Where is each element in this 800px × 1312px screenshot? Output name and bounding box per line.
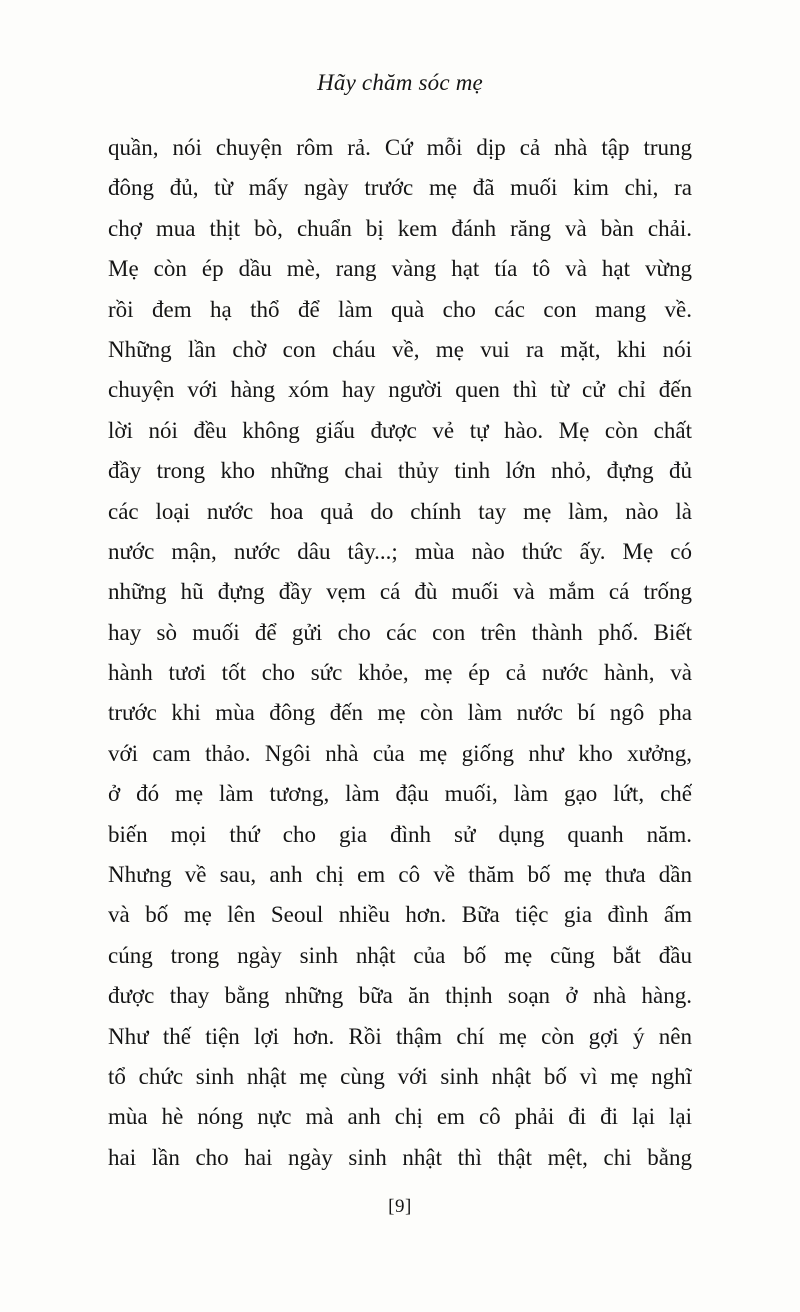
text-line: đầy trong kho những chai thủy tinh lớn nhỏ, đựng đủ — [108, 458, 692, 484]
text-line: rồi đem hạ thổ để làm quà cho các con mang về. — [108, 296, 692, 322]
text-line: quần, nói chuyện rôm rả. Cứ mỗi dịp cả nhà tập trung — [108, 135, 692, 160]
page-number: [9] — [388, 1196, 412, 1217]
text-line: cúng trong ngày sinh nhật của bố mẹ cũng bắt đầu — [108, 942, 692, 968]
text-line: hay sò muối để gửi cho các con trên thành phố. Biết — [108, 619, 692, 645]
text-line: mùa hè nóng nực mà anh chị em cô phải đi đi lại lại — [108, 1104, 692, 1130]
text-line: lời nói đều không giấu được vẻ tự hào. Mẹ còn chất — [108, 417, 692, 443]
text-line: biến mọi thứ cho gia đình sử dụng quanh năm. — [108, 821, 692, 847]
text-line: nước mận, nước dâu tây...; mùa nào thức ấy. Mẹ có — [108, 538, 692, 564]
text-line: đông đủ, từ mấy ngày trước mẹ đã muối kim chi, ra — [108, 175, 692, 201]
text-line: các loại nước hoa quả do chính tay mẹ làm, nào là — [108, 498, 692, 524]
text-line: hai lần cho hai ngày sinh nhật thì thật mệt, chi bằng — [108, 1144, 692, 1170]
text-line: hành tươi tốt cho sức khỏe, mẹ ép cả nước hành, và — [108, 660, 692, 686]
text-line: những hũ đựng đầy vẹm cá đù muối và mắm cá trống — [108, 579, 692, 605]
text-line: Nhưng về sau, anh chị em cô về thăm bố mẹ thưa dần — [108, 862, 692, 888]
text-line: được thay bằng những bữa ăn thịnh soạn ở nhà hàng. — [108, 983, 692, 1009]
running-head-title: Hãy chăm sóc mẹ — [317, 70, 483, 95]
text-line: Như thế tiện lợi hơn. Rồi thậm chí mẹ còn gợi ý nên — [108, 1023, 692, 1049]
text-line: Mẹ còn ép dầu mè, rang vàng hạt tía tô và hạt vừng — [108, 256, 692, 282]
text-line: với cam thảo. Ngôi nhà của mẹ giống như kho xưởng, — [108, 740, 692, 766]
text-line: tổ chức sinh nhật mẹ cùng với sinh nhật bố vì mẹ nghĩ — [108, 1063, 692, 1089]
text-line: trước khi mùa đông đến mẹ còn làm nước bí ngô pha — [108, 700, 692, 726]
text-line: và bố mẹ lên Seoul nhiều hơn. Bữa tiệc gia đình ấm — [108, 902, 692, 928]
text-line: ở đó mẹ làm tương, làm đậu muối, làm gạo lứt, chế — [108, 781, 692, 807]
text-line: chợ mua thịt bò, chuẩn bị kem đánh răng và bàn chải. — [108, 215, 692, 241]
text-line: chuyện với hàng xóm hay người quen thì từ cử chỉ đến — [108, 377, 692, 403]
body-text — [108, 128, 692, 1178]
text-line: Những lần chờ con cháu về, mẹ vui ra mặt, khi nói — [108, 336, 692, 362]
